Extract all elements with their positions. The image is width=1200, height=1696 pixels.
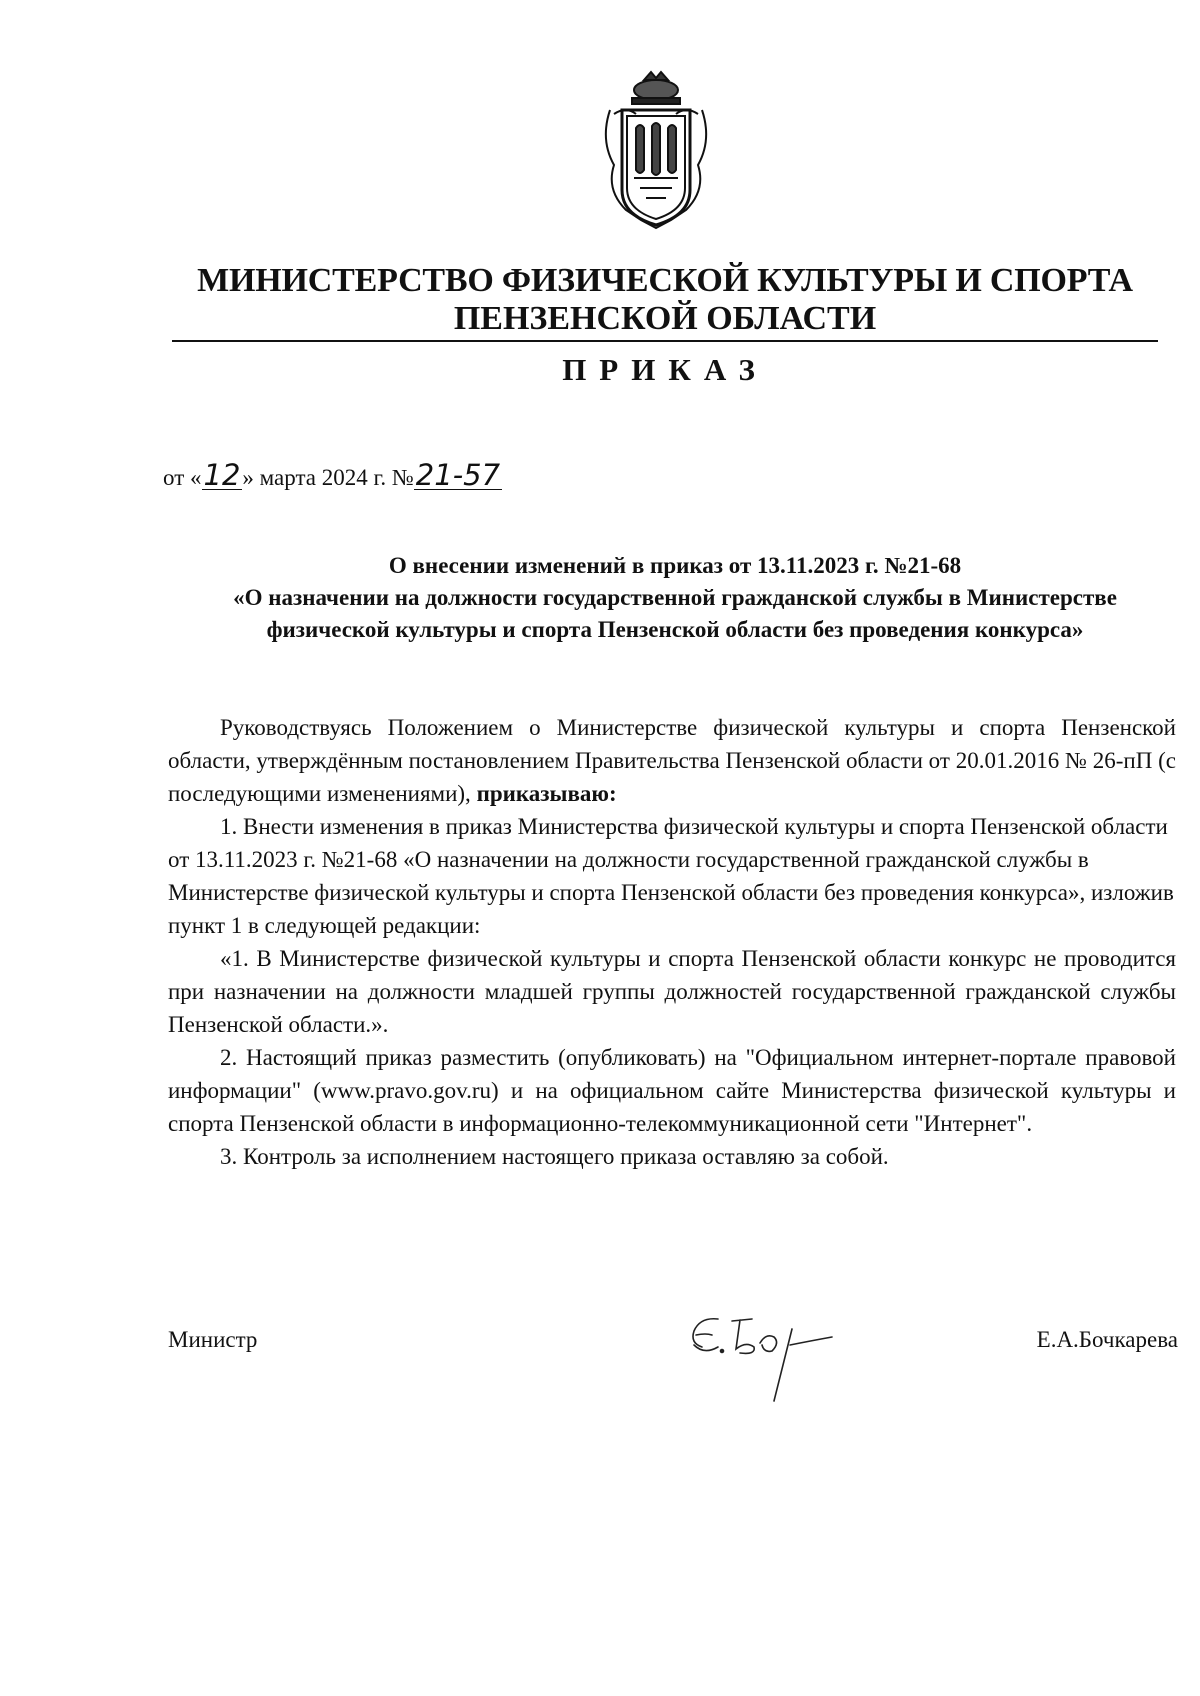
header-divider: [172, 340, 1158, 342]
document-type-title: ПРИКАЗ: [562, 352, 768, 387]
order-subject: [190, 550, 1160, 646]
preamble-paragraph: [168, 711, 1176, 810]
ministry-title-line2: ПЕНЗЕНСКОЙ ОБЛАСТИ: [453, 300, 877, 337]
order-body: [168, 711, 1176, 1173]
signatory-name: Е.А.Бочкарева: [1036, 1327, 1178, 1352]
preamble-text: Руководствуясь Положением о Министерстве физической культуры и спорта Пензенской области, утверждённым постановлением Правительства Пензенской области от 20.01.2016 № 26-пП (с последующими изменениями),: [168, 715, 1176, 806]
ministry-title-line1: МИНИСТЕРСТВО ФИЗИЧЕСКОЙ КУЛЬТУРЫ И СПОРТА: [197, 262, 1133, 299]
handwritten-order-number: 21-57: [415, 458, 501, 492]
preamble-order-word: приказываю:: [476, 781, 617, 806]
handwritten-signature: [680, 1305, 860, 1405]
item-3-paragraph: 3. Контроль за исполнением настоящего приказа оставляю за собой.: [220, 1144, 889, 1169]
item-1-quote-paragraph: «1. В Министерстве физической культуры и спорта Пензенской области конкурс не проводится при назначении на должности младшей группы должностей государственной гражданской службы Пензенской области.».: [168, 946, 1176, 1037]
item-1-paragraph: 1. Внести изменения в приказ Министерства физической культуры и спорта Пензенской области от 13.11.2023 г. №21-68 «О назначении на должности государственной гражданской службы в Министерстве физической культуры и спорта Пензенской области без проведения конкурса», изложив пункт 1 в следующей редакции:: [168, 814, 1174, 938]
coat-of-arms-icon: [596, 70, 716, 230]
subject-line2: «О назначении на должности государственной гражданской службы в Министерстве физической культуры и спорта Пензенской области без проведения конкурса»: [233, 585, 1117, 642]
signatory-role: Министр: [168, 1327, 258, 1352]
subject-line1: О внесении изменений в приказ от 13.11.2023 г. №21-68: [388, 553, 962, 578]
order-date-line: [163, 458, 502, 492]
item-2-paragraph: 2. Настоящий приказ разместить (опубликовать) на "Официальном интернет-портале правовой информации" (www.pravo.gov.ru) и на официальном сайте Министерства физической культуры и спорта Пензенской области в информационно-телекоммуникационной сети "Интернет".: [168, 1045, 1176, 1136]
date-prefix: от «: [163, 465, 202, 490]
handwritten-day: 12: [203, 458, 241, 492]
date-month-year: » марта 2024 г. №: [242, 465, 414, 490]
